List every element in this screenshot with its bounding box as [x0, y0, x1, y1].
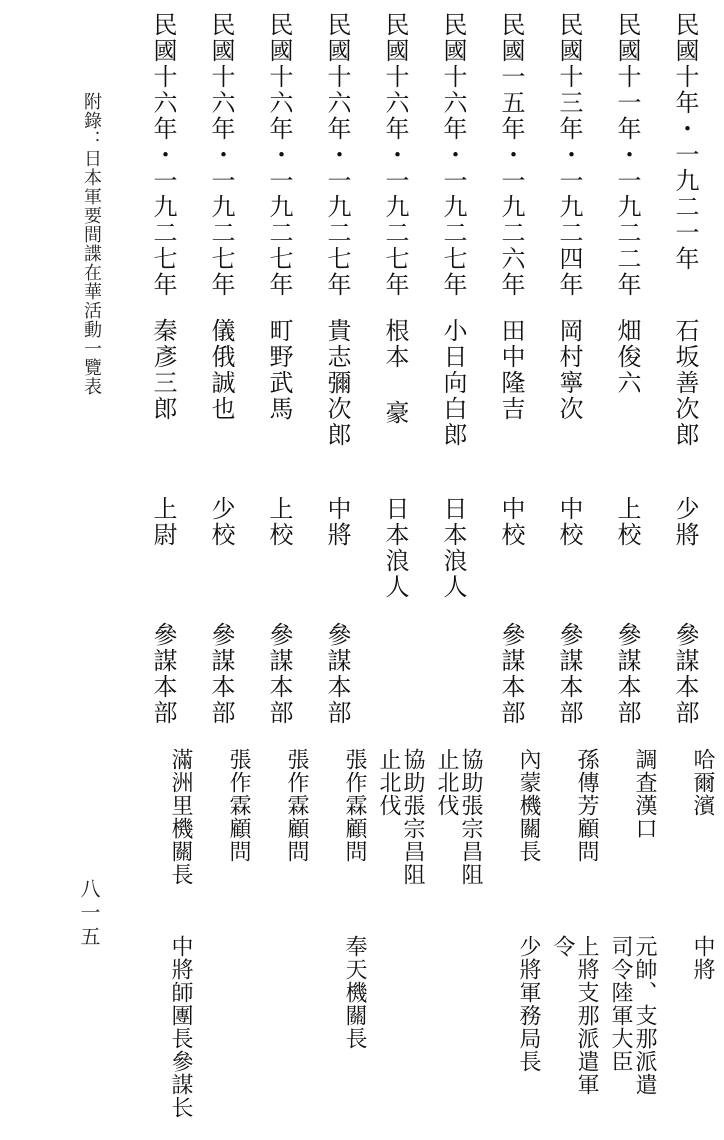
- activity-cell: [482, 748, 540, 928]
- year-cell: 民國十六年・一九二七年: [207, 12, 235, 298]
- note-cell-line: 上將支那派遣軍: [574, 935, 599, 1096]
- rank-cell: 上尉: [149, 496, 177, 548]
- note-cell-line: 中將師團長參謀长: [168, 935, 193, 1119]
- year-cell: 民國一五年・一九二六年: [497, 12, 525, 298]
- table-row: [598, 0, 656, 1140]
- org-cell: 參謀本部: [497, 622, 525, 726]
- org-cell: 參謀本部: [207, 622, 235, 726]
- activity-cell-line: 張作霖顧問: [226, 748, 251, 863]
- name-cell: 小日向白郎: [439, 318, 467, 448]
- table-caption: 附錄：日本軍要間諜在華活動一覽表: [81, 92, 102, 396]
- note-cell-line: 中將: [690, 935, 715, 981]
- activity-cell-line: 滿洲里機關長: [168, 748, 193, 886]
- org-cell: 參謀本部: [555, 622, 583, 726]
- rank-cell: 日本浪人: [439, 496, 467, 600]
- year-cell: 民國十六年・一九二七年: [381, 12, 409, 298]
- activity-cell-line: 哈爾濱: [690, 748, 715, 817]
- name-cell: 町野武馬: [265, 318, 293, 422]
- rank-cell: 上校: [265, 496, 293, 548]
- table-row: [250, 0, 308, 1140]
- rank-cell: 中校: [497, 496, 525, 548]
- activity-cell: [308, 748, 366, 928]
- year-cell: 民國十六年・一九二七年: [149, 12, 177, 298]
- name-cell: 畑俊六: [613, 318, 641, 396]
- year-cell: 民國十一年・一九二二年: [613, 12, 641, 298]
- activity-cell: [250, 748, 308, 928]
- name-cell: 田中隆吉: [497, 318, 525, 422]
- activity-cell: [424, 748, 482, 928]
- year-cell: 民國十六年・一九二七年: [265, 12, 293, 298]
- activity-cell-line: 調査漢口: [632, 748, 657, 840]
- activity-cell-line: 協助張宗昌阻: [458, 748, 483, 886]
- table-row: [308, 0, 366, 1140]
- activity-cell: [540, 748, 598, 928]
- rank-cell: 少校: [207, 496, 235, 548]
- table-row: [366, 0, 424, 1140]
- org-cell: 參謀本部: [613, 622, 641, 726]
- rank-cell: 中校: [555, 496, 583, 548]
- rank-cell: 少將: [671, 496, 699, 548]
- year-cell: 民國十年・一九二一年: [671, 12, 699, 272]
- year-cell: 民國十三年・一九二四年: [555, 12, 583, 298]
- activity-cell-line: 孫傳芳顧問: [574, 748, 599, 863]
- page-number: 八一五: [77, 878, 101, 950]
- name-cell: 石坂善次郎: [671, 318, 699, 448]
- note-cell-line: 奉天機關長: [342, 935, 367, 1050]
- name-cell: 根本 豪: [381, 318, 409, 426]
- rank-cell: 上校: [613, 496, 641, 548]
- rank-cell: 中將: [323, 496, 351, 548]
- name-cell: 秦彥三郎: [149, 318, 177, 422]
- org-cell: 參謀本部: [671, 622, 699, 726]
- activity-cell-line: 止北伐: [376, 748, 401, 817]
- org-cell: 參謀本部: [265, 622, 293, 726]
- table-row: [134, 0, 192, 1140]
- activity-cell: [366, 748, 424, 928]
- rank-cell: 日本浪人: [381, 496, 409, 600]
- activity-cell: [192, 748, 250, 928]
- table-row: [482, 0, 540, 1140]
- note-cell: [540, 935, 598, 1135]
- name-cell: 岡村寧次: [555, 318, 583, 422]
- name-cell: 儀俄誠也: [207, 318, 235, 422]
- activity-cell: [656, 748, 714, 928]
- note-cell: [134, 935, 192, 1135]
- activity-cell-line: 內蒙機關長: [516, 748, 541, 863]
- activity-cell: [598, 748, 656, 928]
- org-cell: 參謀本部: [149, 622, 177, 726]
- activity-cell: [134, 748, 192, 928]
- year-cell: 民國十六年・一九二七年: [439, 12, 467, 298]
- activity-cell-line: 協助張宗昌阻: [400, 748, 425, 886]
- table-row: [656, 0, 714, 1140]
- note-cell-line: 元帥、支那派遣: [632, 935, 657, 1096]
- name-cell: 貴志彌次郎: [323, 318, 351, 448]
- note-cell: [656, 935, 714, 1135]
- note-cell-line: 司令陸軍大臣: [608, 935, 633, 1073]
- note-cell: [598, 935, 656, 1135]
- note-cell: [308, 935, 366, 1135]
- org-cell: 參謀本部: [323, 622, 351, 726]
- table-row: [192, 0, 250, 1140]
- year-cell: 民國十六年・一九二七年: [323, 12, 351, 298]
- activity-cell-line: 張作霖顧問: [342, 748, 367, 863]
- activity-cell-line: 止北伐: [434, 748, 459, 817]
- note-cell: [482, 935, 540, 1135]
- note-cell-line: 令: [550, 935, 575, 958]
- note-cell-line: 少將軍務局長: [516, 935, 541, 1073]
- activity-cell-line: 張作霖顧問: [284, 748, 309, 863]
- table-row: [424, 0, 482, 1140]
- table-row: [540, 0, 598, 1140]
